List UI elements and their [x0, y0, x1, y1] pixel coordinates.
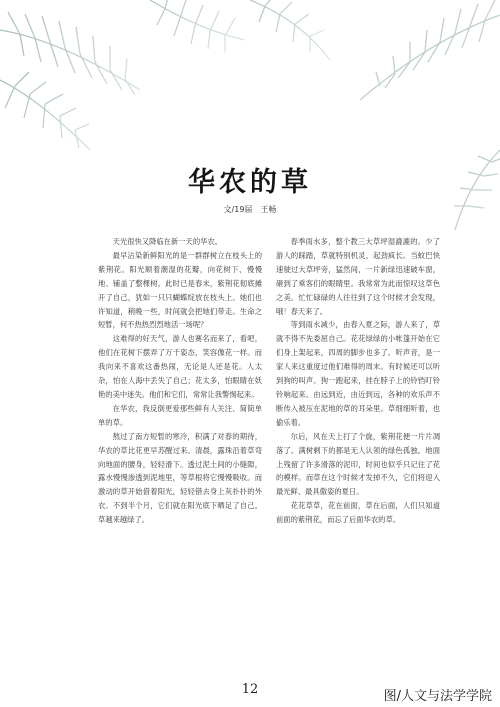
paragraph: 等到雨水减少，由春入夏之际，游人来了，草就不得不先委屈自己。花花绿绿的小帐篷开始在它们身上架起来，四周的脚步也多了。听声音，是一家人来这重度过他们难得的周末。有时候还可以听到狗的叫声。狗一跑起来，挂在脖子上的铃铛叮铃铃响起来。由远到近，由近到远，各种的欢乐声不断传入被压在泥地的草的耳朵里。草细细听着，也偷乐着。 [276, 320, 440, 427]
paragraph: 熬过了南方短暂的寒冷，积满了对春的期待，华农的草比花更早苏醒过来。清晨，露珠沿着草弯向地面的腰身，轻轻滑下。透过泥土间的小缝隙，露水慢慢渗透到泥地里，等草根将它慢慢吸收。而激动的草开始借着阳光，轻轻错去身上灰扑扑的外衣。不到半个月，它们就在阳光底下晒足了自己。草越来越绿了。 [98, 431, 262, 525]
paragraph: 花花草草，花在前面，草在后面，人们只知道前面的紫荆花，而忘了后面华农的草。 [276, 501, 440, 525]
paragraph: 春季雨水多，整个教三大草坪湿漉漉的。少了游人的踩踏，草就特别机灵、起劲疯长。当蚊巴快速驶过大草坪旁，猛然间，一片新绿迅速破车窗，砸到了乘客们的眼睛里。我常常为此而惊叹这草色之美。忙忙碌碌的人往往到了这个时候才会发现，哦！春天来了。 [276, 237, 440, 316]
photo-credit: 图/人文与法学学院 [383, 689, 492, 704]
paragraph: 这难得的好天气，游人也赛名而来了，看吧，他们在花树下摆弄了万千姿态，笑容像花一样。而我向来不喜欢这番热闹，无论是人还是花。人太杂，怕在人海中丢失了自己；花太多，怕眼睛在妖艳的美中迷失。他们和它们，常常让我警惕起来。 [98, 334, 262, 399]
page-number: 12 [241, 682, 259, 697]
paragraph: 天光很快又降临在新一天的华农。 [112, 237, 223, 246]
paragraph: 尔后，风在天上打了个旋，紫荆花便一片片凋落了。满树剩下的都是无人认领的绿色孤独。地面上残留了许多滑落的泥印，时间也似乎只记住了花的模样。而草在这个时候才发掉不久，它们将迎入最光鲜、最具傲姿的夏日。 [276, 431, 440, 497]
leaf-cluster-left [0, 12, 140, 150]
palm-leaves-decoration [0, 0, 500, 260]
article-column-left [98, 235, 262, 527]
leaf-cluster-top [150, 0, 330, 60]
article-title: 华农的草 [188, 167, 312, 198]
article-byline: 文/19届 王畅 [223, 205, 277, 214]
paragraph: 在华农，我反倒更爱那些鲜有人关注、简简单单的草。 [98, 403, 262, 427]
paragraph: 最早沾染新鲜阳光的是一群群树立在枝头上的紫荆花。阳光顺着潮湿的花瓣，向花树下、慢慢地、铺盖了整棵树。此时已是春末，紫荆花彻底摊开了自己，犹如一只只蝴蝶绽放在枝头上。她们也许知道，稍晚一些，时间就会把她们带走。生命之短暂，何不热热烈烈地活一场呢？ [98, 250, 262, 330]
article-column-right [276, 235, 440, 527]
